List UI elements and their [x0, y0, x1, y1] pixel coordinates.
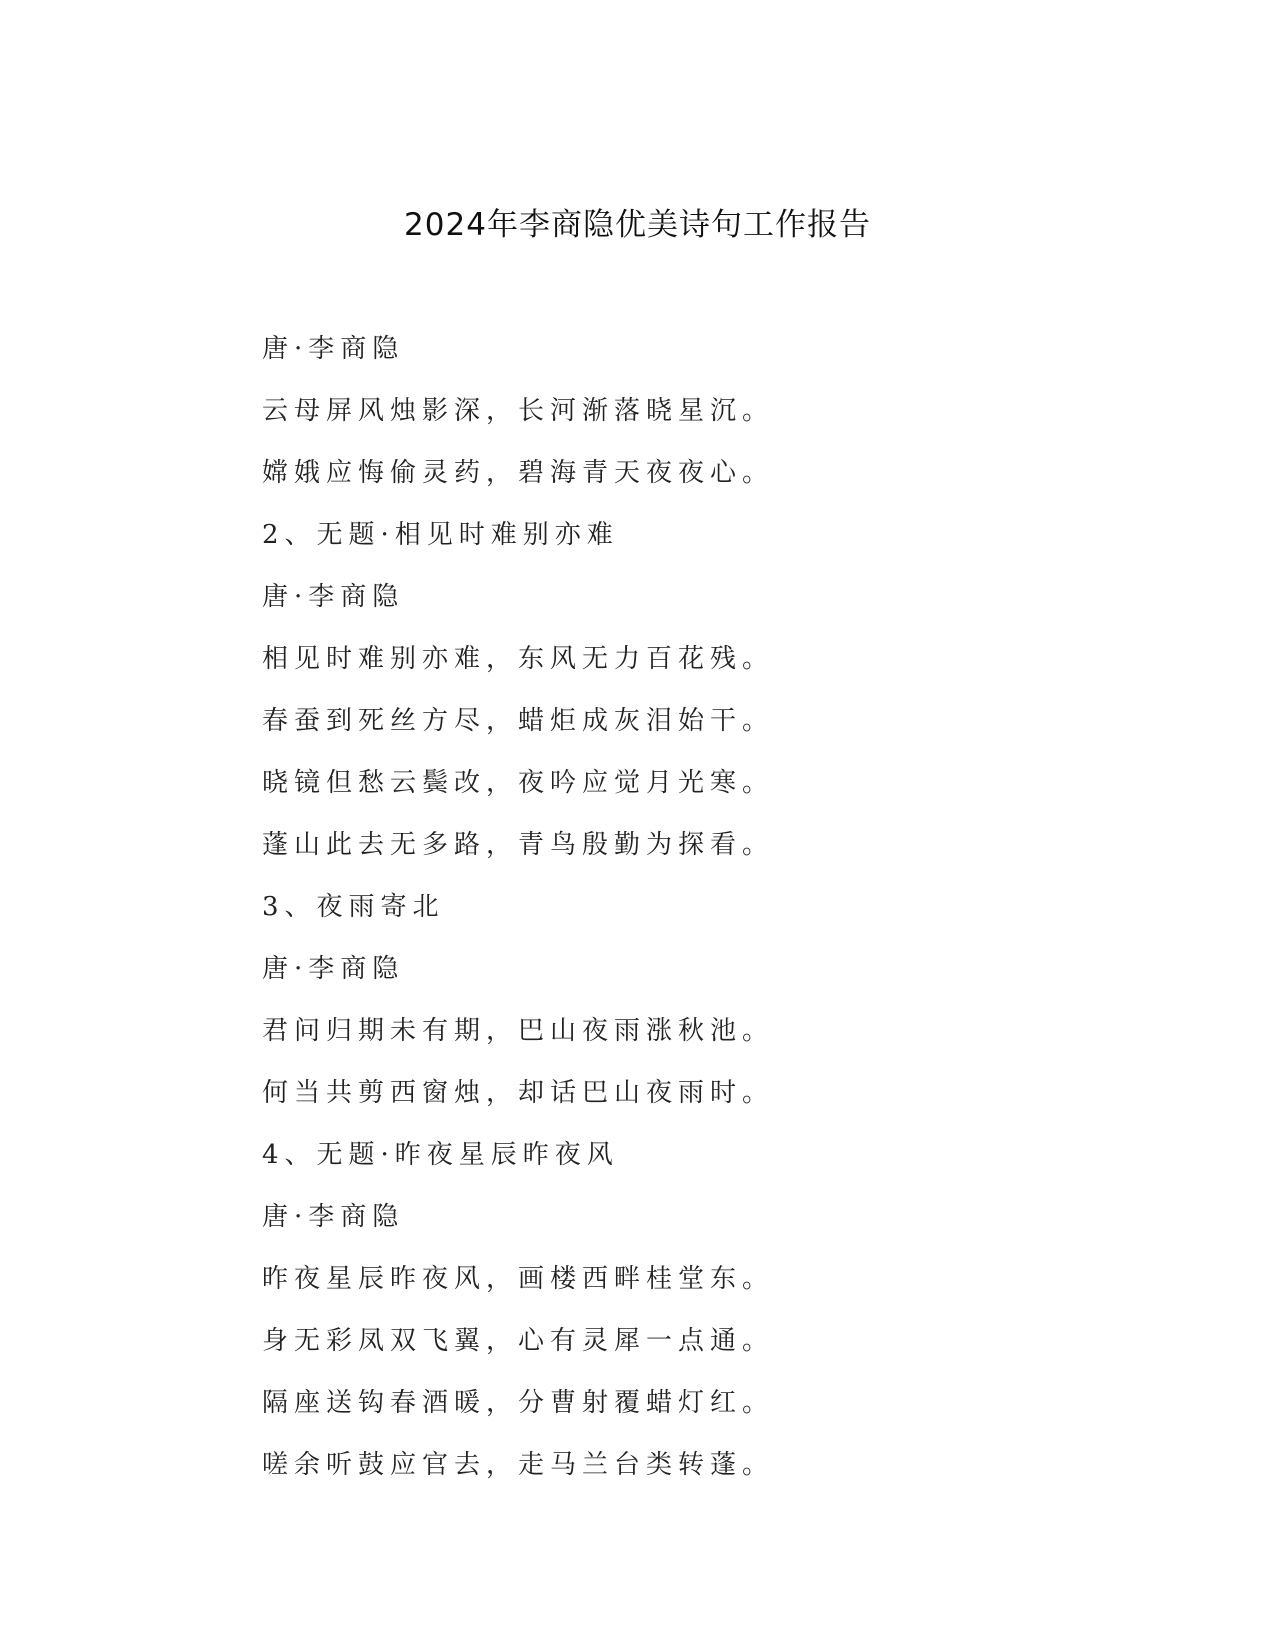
poem-line: 春蚕到死丝方尽，蜡炬成灰泪始干。	[262, 706, 775, 736]
author-line: 唐·李商隐	[262, 582, 405, 612]
document-title: 2024年李商隐优美诗句工作报告	[404, 207, 871, 243]
poem-line: 何当共剪西窗烛，却话巴山夜雨时。	[262, 1078, 775, 1108]
poem-heading: 2、无题·相见时难别亦难	[262, 520, 619, 550]
author-line: 唐·李商隐	[262, 954, 405, 984]
poem-line: 蓬山此去无多路，青鸟殷勤为探看。	[262, 830, 775, 860]
author-line: 唐·李商隐	[262, 334, 405, 364]
poem-line: 嗟余听鼓应官去，走马兰台类转蓬。	[262, 1450, 775, 1480]
author-line: 唐·李商隐	[262, 1202, 405, 1232]
poem-line: 晓镜但愁云鬓改，夜吟应觉月光寒。	[262, 768, 775, 798]
poem-line: 身无彩凤双飞翼，心有灵犀一点通。	[262, 1326, 775, 1356]
poem-line: 嫦娥应悔偷灵药，碧海青天夜夜心。	[262, 458, 775, 488]
poem-heading: 4、无题·昨夜星辰昨夜风	[262, 1140, 619, 1170]
poem-line: 隔座送钩春酒暖，分曹射覆蜡灯红。	[262, 1388, 775, 1418]
document-body	[262, 330, 1062, 1508]
poem-line: 昨夜星辰昨夜风，画楼西畔桂堂东。	[262, 1264, 775, 1294]
poem-line: 君问归期未有期，巴山夜雨涨秋池。	[262, 1016, 775, 1046]
poem-line: 云母屏风烛影深，长河渐落晓星沉。	[262, 396, 775, 426]
poem-heading: 3、夜雨寄北	[262, 892, 445, 922]
poem-line: 相见时难别亦难，东风无力百花残。	[262, 644, 775, 674]
